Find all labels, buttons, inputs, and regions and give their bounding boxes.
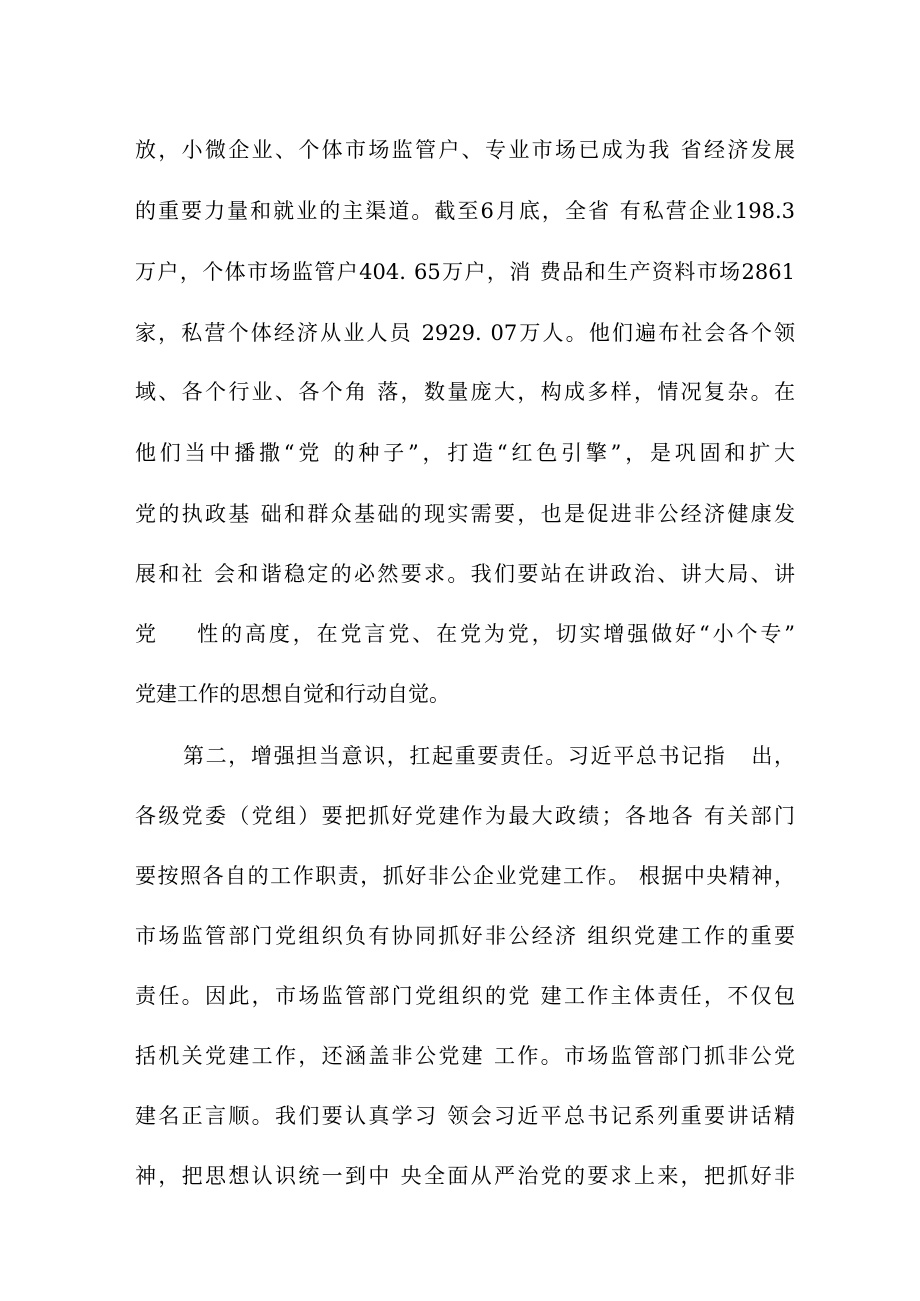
- text-line-7: 党的执政基 础和群众基础的现实需要，也是促进非公经济健康发: [135, 502, 795, 526]
- text-line-15: 责任。因此，市场监管部门党组织的党 建工作主体责任，不仅包: [135, 984, 795, 1008]
- text-line-4: 家，私营个体经济从业人员 2929. 07万人。他们遍布社会各个领: [135, 321, 795, 345]
- text-line-9: 党 性的高度，在党言党、在党为党，切实增强做好“小个专”: [135, 622, 795, 646]
- text-line-10: 党建工作的思想自觉和行动自觉。: [135, 682, 450, 706]
- text-line-3: 万户，个体市场监管户404. 65万户，消 费品和生产资料市场2861: [135, 260, 795, 284]
- text-line-8: 展和社 会和谐稳定的必然要求。我们要站在讲政治、讲大局、讲: [135, 562, 795, 586]
- text-line-14: 市场监管部门党组织负有协同抓好非公经济 组织党建工作的重要: [135, 924, 795, 948]
- text-line-16: 括机关党建工作，还涵盖非公党建 工作。市场监管部门抓非公党: [135, 1044, 795, 1068]
- text-line-2: 的重要力量和就业的主渠道。截至6月底，全省 有私营企业198.3: [135, 199, 795, 223]
- text-line-17: 建名正言顺。我们要认真学习 领会习近平总书记系列重要讲话精: [135, 1104, 795, 1128]
- text-line-12: 各级党委（党组）要把抓好党建作为最大政绩；各地各 有关部门: [135, 804, 795, 828]
- text-line-13: 要按照各自的工作职责，抓好非公企业党建工作。 根据中央精神，: [135, 864, 795, 888]
- text-line-5: 域、各个行业、各个角 落，数量庞大，构成多样，情况复杂。在: [135, 380, 795, 404]
- text-line-18: 神，把思想认识统一到中 央全面从严治党的要求上来，把抓好非: [135, 1164, 795, 1188]
- text-line-1: 放，小微企业、个体市场监管户、专业市场已成为我 省经济发展: [135, 138, 795, 162]
- text-line-11: 第二，增强担当意识，扛起重要责任。习近平总书记指 出，: [183, 744, 795, 768]
- text-line-6: 他们当中播撒“党 的种子”，打造“红色引擎”，是巩固和扩大: [135, 441, 795, 465]
